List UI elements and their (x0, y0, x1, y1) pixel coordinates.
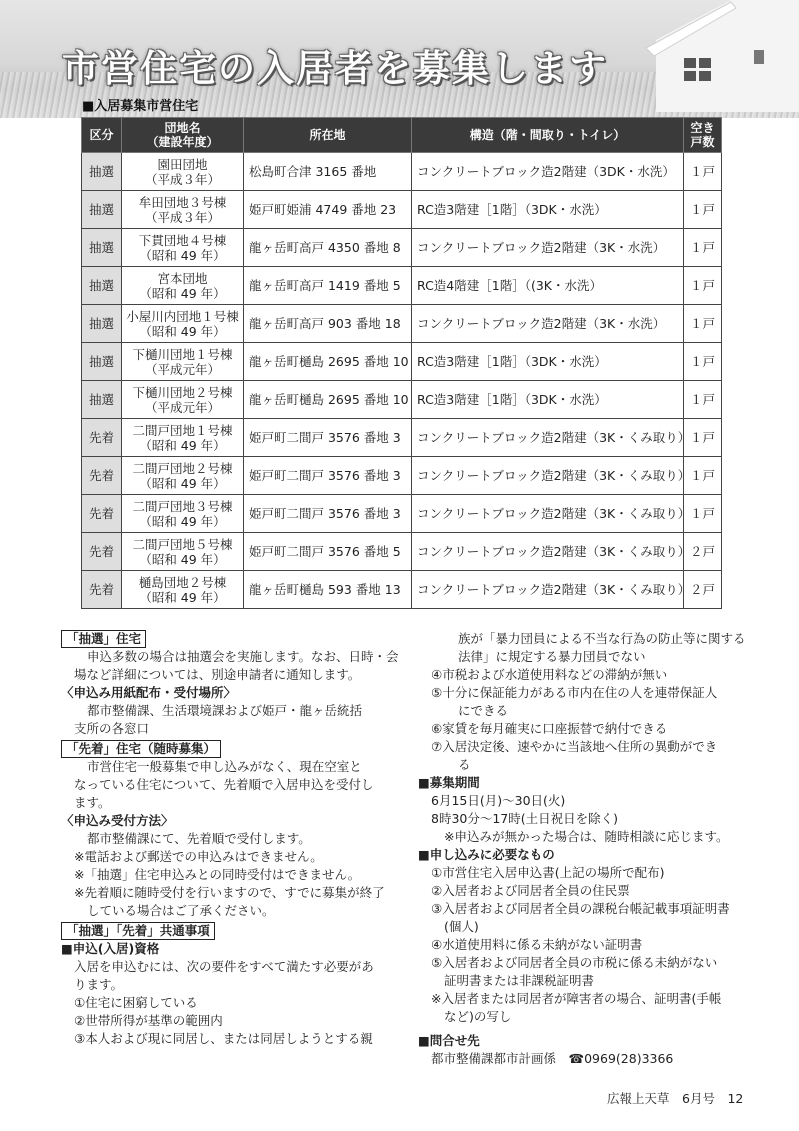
contact-heading: ■問合せ先 (418, 1033, 480, 1048)
structure-cell: RC造3階建［1階］（3DK・水洗） (412, 381, 684, 419)
contact-tel: ☎0969(28)3366 (568, 1051, 674, 1066)
chusen-place-heading: 〈申込み用紙配布・受付場所〉 (61, 685, 237, 700)
structure-cell: コンクリートブロック造2階建（3K・くみ取り） (412, 419, 684, 457)
chusen-text-1: 申込多数の場合は抽選会を実施します。なお、日時・会 (87, 649, 399, 664)
senchaku-text-3: ます。 (74, 795, 111, 810)
vacancy-cell: １戸 (684, 381, 722, 419)
page-footer: 広報上天草 6月号 12 (607, 1091, 744, 1106)
table-header-row (82, 118, 722, 153)
kubun-cell: 抽選 (82, 153, 122, 191)
contact-line (418, 1050, 758, 1068)
senchaku-method-heading: 〈申込み受付方法〉 (61, 813, 174, 828)
structure-cell: RC造4階建［1階］（(3K・水洗） (412, 267, 684, 305)
contact-dept: 都市整備課都市計画係 (431, 1051, 557, 1066)
table-row (82, 495, 722, 533)
needs-heading: ■申し込みに必要なもの (418, 847, 555, 862)
house-icon (636, 0, 799, 112)
name-cell: 宮本団地 （昭和 49 年） (122, 267, 244, 305)
header-name: 団地名 （建設年度） (122, 118, 244, 153)
structure-cell: コンクリートブロック造2階建（3K・水洗） (412, 305, 684, 343)
name-cell: 下貫団地４号棟 （昭和 49 年） (122, 229, 244, 267)
address-cell: 姫戸町二間戸 3576 番地 5 (244, 533, 412, 571)
needs-3-cont: (個人) (444, 919, 479, 934)
senchaku-text-2: なっている住宅について、先着順で入居申込を受付し (74, 777, 374, 792)
shikaku-text-1: 入居を申込むには、次の要件をすべて満たす必要があ (74, 959, 374, 974)
period-note: ※申込みが無かった場合は、随時相談に応じます。 (444, 829, 729, 844)
name-cell: 樋島団地２号棟 （昭和 49 年） (122, 571, 244, 609)
period-heading: ■募集期間 (418, 775, 480, 790)
table-row (82, 571, 722, 609)
shikaku-text-2: ります。 (74, 977, 124, 992)
item-6: ⑥家賃を毎月確実に口座振替で納付できる (431, 721, 668, 736)
needs-3: ③入居者および同居者全員の課税台帳記載事項証明書 (431, 901, 730, 916)
shikaku-item-2: ②世帯所得が基準の範囲内 (74, 1013, 223, 1028)
item3-cont-2: 法律」に規定する暴力団員でない (458, 649, 646, 664)
item-7-cont: る (458, 757, 471, 772)
address-cell: 松島町合津 3165 番地 (244, 153, 412, 191)
needs-5-cont: 証明書または非課税証明書 (444, 973, 595, 988)
vacancy-cell: １戸 (684, 153, 722, 191)
item-7: ⑦入居決定後、速やかに当該地へ住所の異動ができ (431, 739, 718, 754)
period-date: 6月15日(月)～30日(火) (431, 793, 566, 808)
table-row (82, 153, 722, 191)
address-cell: 龍ヶ岳町高戸 1419 番地 5 (244, 267, 412, 305)
kubun-cell: 先着 (82, 571, 122, 609)
note-1: ※電話および郵送での申込みはできません。 (74, 849, 323, 864)
address-cell: 姫戸町二間戸 3576 番地 3 (244, 419, 412, 457)
kubun-cell: 先着 (82, 457, 122, 495)
header-address: 所在地 (244, 118, 412, 153)
shikaku-heading: ■申込(入居)資格 (61, 941, 160, 956)
structure-cell: コンクリートブロック造2階建（3K・水洗） (412, 229, 684, 267)
address-cell: 姫戸町二間戸 3576 番地 3 (244, 457, 412, 495)
table-row (82, 381, 722, 419)
kubun-cell: 抽選 (82, 305, 122, 343)
kubun-cell: 抽選 (82, 191, 122, 229)
senchaku-heading: 「先着」住宅（随時募集） (61, 740, 221, 758)
shikaku-item-1: ①住宅に困窮している (74, 995, 198, 1010)
page-title: 市営住宅の入居者を募集します (62, 47, 608, 90)
kubun-cell: 先着 (82, 495, 122, 533)
address-cell: 龍ヶ岳町樋島 2695 番地 10 (244, 343, 412, 381)
address-cell: 龍ヶ岳町高戸 4350 番地 8 (244, 229, 412, 267)
note-3: ※先着順に随時受付を行いますので、すでに募集が終了 (74, 885, 385, 900)
header-vacancy: 空き 戸数 (684, 118, 722, 153)
section-subtitle: ■入居募集市営住宅 (82, 99, 199, 114)
header-structure: 構造（階・間取り・トイレ） (412, 118, 684, 153)
left-column (61, 630, 406, 1048)
name-cell: 小屋川内団地１号棟 （昭和 49 年） (122, 305, 244, 343)
table-row (82, 457, 722, 495)
chusen-place-1: 都市整備課、生活環境課および姫戸・龍ヶ岳統括 (87, 703, 363, 718)
item-5: ⑤十分に保証能力がある市内在住の人を連帯保証人 (431, 685, 718, 700)
needs-5: ⑤入居者および同居者全員の市税に係る未納がない (431, 955, 718, 970)
structure-cell: コンクリートブロック造2階建（3DK・水洗） (412, 153, 684, 191)
name-cell: 牟田団地３号棟 （平成３年） (122, 191, 244, 229)
shikaku-item-3: ③本人および現に同居し、または同居しようとする親 (74, 1031, 373, 1046)
chusen-heading: 「抽選」住宅 (61, 630, 146, 648)
name-cell: 二間戸団地１号棟 （昭和 49 年） (122, 419, 244, 457)
structure-cell: コンクリートブロック造2階建（3K・くみ取り） (412, 571, 684, 609)
name-cell: 二間戸団地２号棟 （昭和 49 年） (122, 457, 244, 495)
structure-cell: コンクリートブロック造2階建（3K・くみ取り） (412, 533, 684, 571)
table-row (82, 191, 722, 229)
vacancy-cell: １戸 (684, 419, 722, 457)
housing-table (81, 117, 722, 609)
item-4: ④市税および水道使用料などの滞納が無い (431, 667, 668, 682)
chusen-place-2: 支所の各窓口 (74, 721, 150, 736)
table-row (82, 419, 722, 457)
address-cell: 姫戸町姫浦 4749 番地 23 (244, 191, 412, 229)
kubun-cell: 先着 (82, 533, 122, 571)
item3-cont-1: 族が「暴力団員による不当な行為の防止等に関する (458, 631, 746, 646)
needs-2: ②入居者および同居者全員の住民票 (431, 883, 630, 898)
name-cell: 下樋川団地２号棟 （平成元年） (122, 381, 244, 419)
kubun-cell: 先着 (82, 419, 122, 457)
item-5-cont: にできる (458, 703, 509, 718)
kubun-cell: 抽選 (82, 381, 122, 419)
table-row (82, 267, 722, 305)
address-cell: 龍ヶ岳町樋島 593 番地 13 (244, 571, 412, 609)
kubun-cell: 抽選 (82, 267, 122, 305)
table-row (82, 343, 722, 381)
needs-1: ①市営住宅入居申込書(上記の場所で配布) (431, 865, 665, 880)
structure-cell: コンクリートブロック造2階建（3K・くみ取り） (412, 457, 684, 495)
senchaku-method: 都市整備課にて、先着順で受付します。 (87, 831, 311, 846)
table-row (82, 305, 722, 343)
note-2: ※「抽選」住宅申込みとの同時受付はできません。 (74, 867, 361, 882)
address-cell: 姫戸町二間戸 3576 番地 3 (244, 495, 412, 533)
vacancy-cell: １戸 (684, 457, 722, 495)
kubun-cell: 抽選 (82, 343, 122, 381)
note-3-cont: している場合はご了承ください。 (87, 903, 275, 918)
structure-cell: コンクリートブロック造2階建（3K・くみ取り） (412, 495, 684, 533)
address-cell: 龍ヶ岳町高戸 903 番地 18 (244, 305, 412, 343)
name-cell: 二間戸団地３号棟 （昭和 49 年） (122, 495, 244, 533)
header-banner (0, 0, 799, 118)
table-row (82, 533, 722, 571)
chusen-text-2: 場など詳細については、別途申請者に通知します。 (74, 667, 361, 682)
period-time: 8時30分～17時(土日祝日を除く) (431, 811, 619, 826)
vacancy-cell: １戸 (684, 343, 722, 381)
vacancy-cell: １戸 (684, 495, 722, 533)
common-heading: 「抽選」「先着」共通事項 (61, 922, 215, 940)
structure-cell: RC造3階建［1階］（3DK・水洗） (412, 343, 684, 381)
vacancy-cell: １戸 (684, 229, 722, 267)
name-cell: 園田団地 （平成３年） (122, 153, 244, 191)
vacancy-cell: ２戸 (684, 571, 722, 609)
name-cell: 二間戸団地５号棟 （昭和 49 年） (122, 533, 244, 571)
needs-note: ※入居者または同居者が障害者の場合、証明書(手帳 (431, 991, 722, 1006)
right-column (418, 630, 758, 1068)
structure-cell: RC造3階建［1階］（3DK・水洗） (412, 191, 684, 229)
senchaku-text-1: 市営住宅一般募集で申し込みがなく、現在空室と (87, 759, 362, 774)
vacancy-cell: １戸 (684, 305, 722, 343)
header-kubun: 区分 (82, 118, 122, 153)
vacancy-cell: １戸 (684, 191, 722, 229)
needs-note-cont: など)の写し (444, 1009, 512, 1024)
kubun-cell: 抽選 (82, 229, 122, 267)
needs-4: ④水道使用料に係る未納がない証明書 (431, 937, 643, 952)
name-cell: 下樋川団地１号棟 （平成元年） (122, 343, 244, 381)
vacancy-cell: ２戸 (684, 533, 722, 571)
table-row (82, 229, 722, 267)
address-cell: 龍ヶ岳町樋島 2695 番地 10 (244, 381, 412, 419)
vacancy-cell: １戸 (684, 267, 722, 305)
